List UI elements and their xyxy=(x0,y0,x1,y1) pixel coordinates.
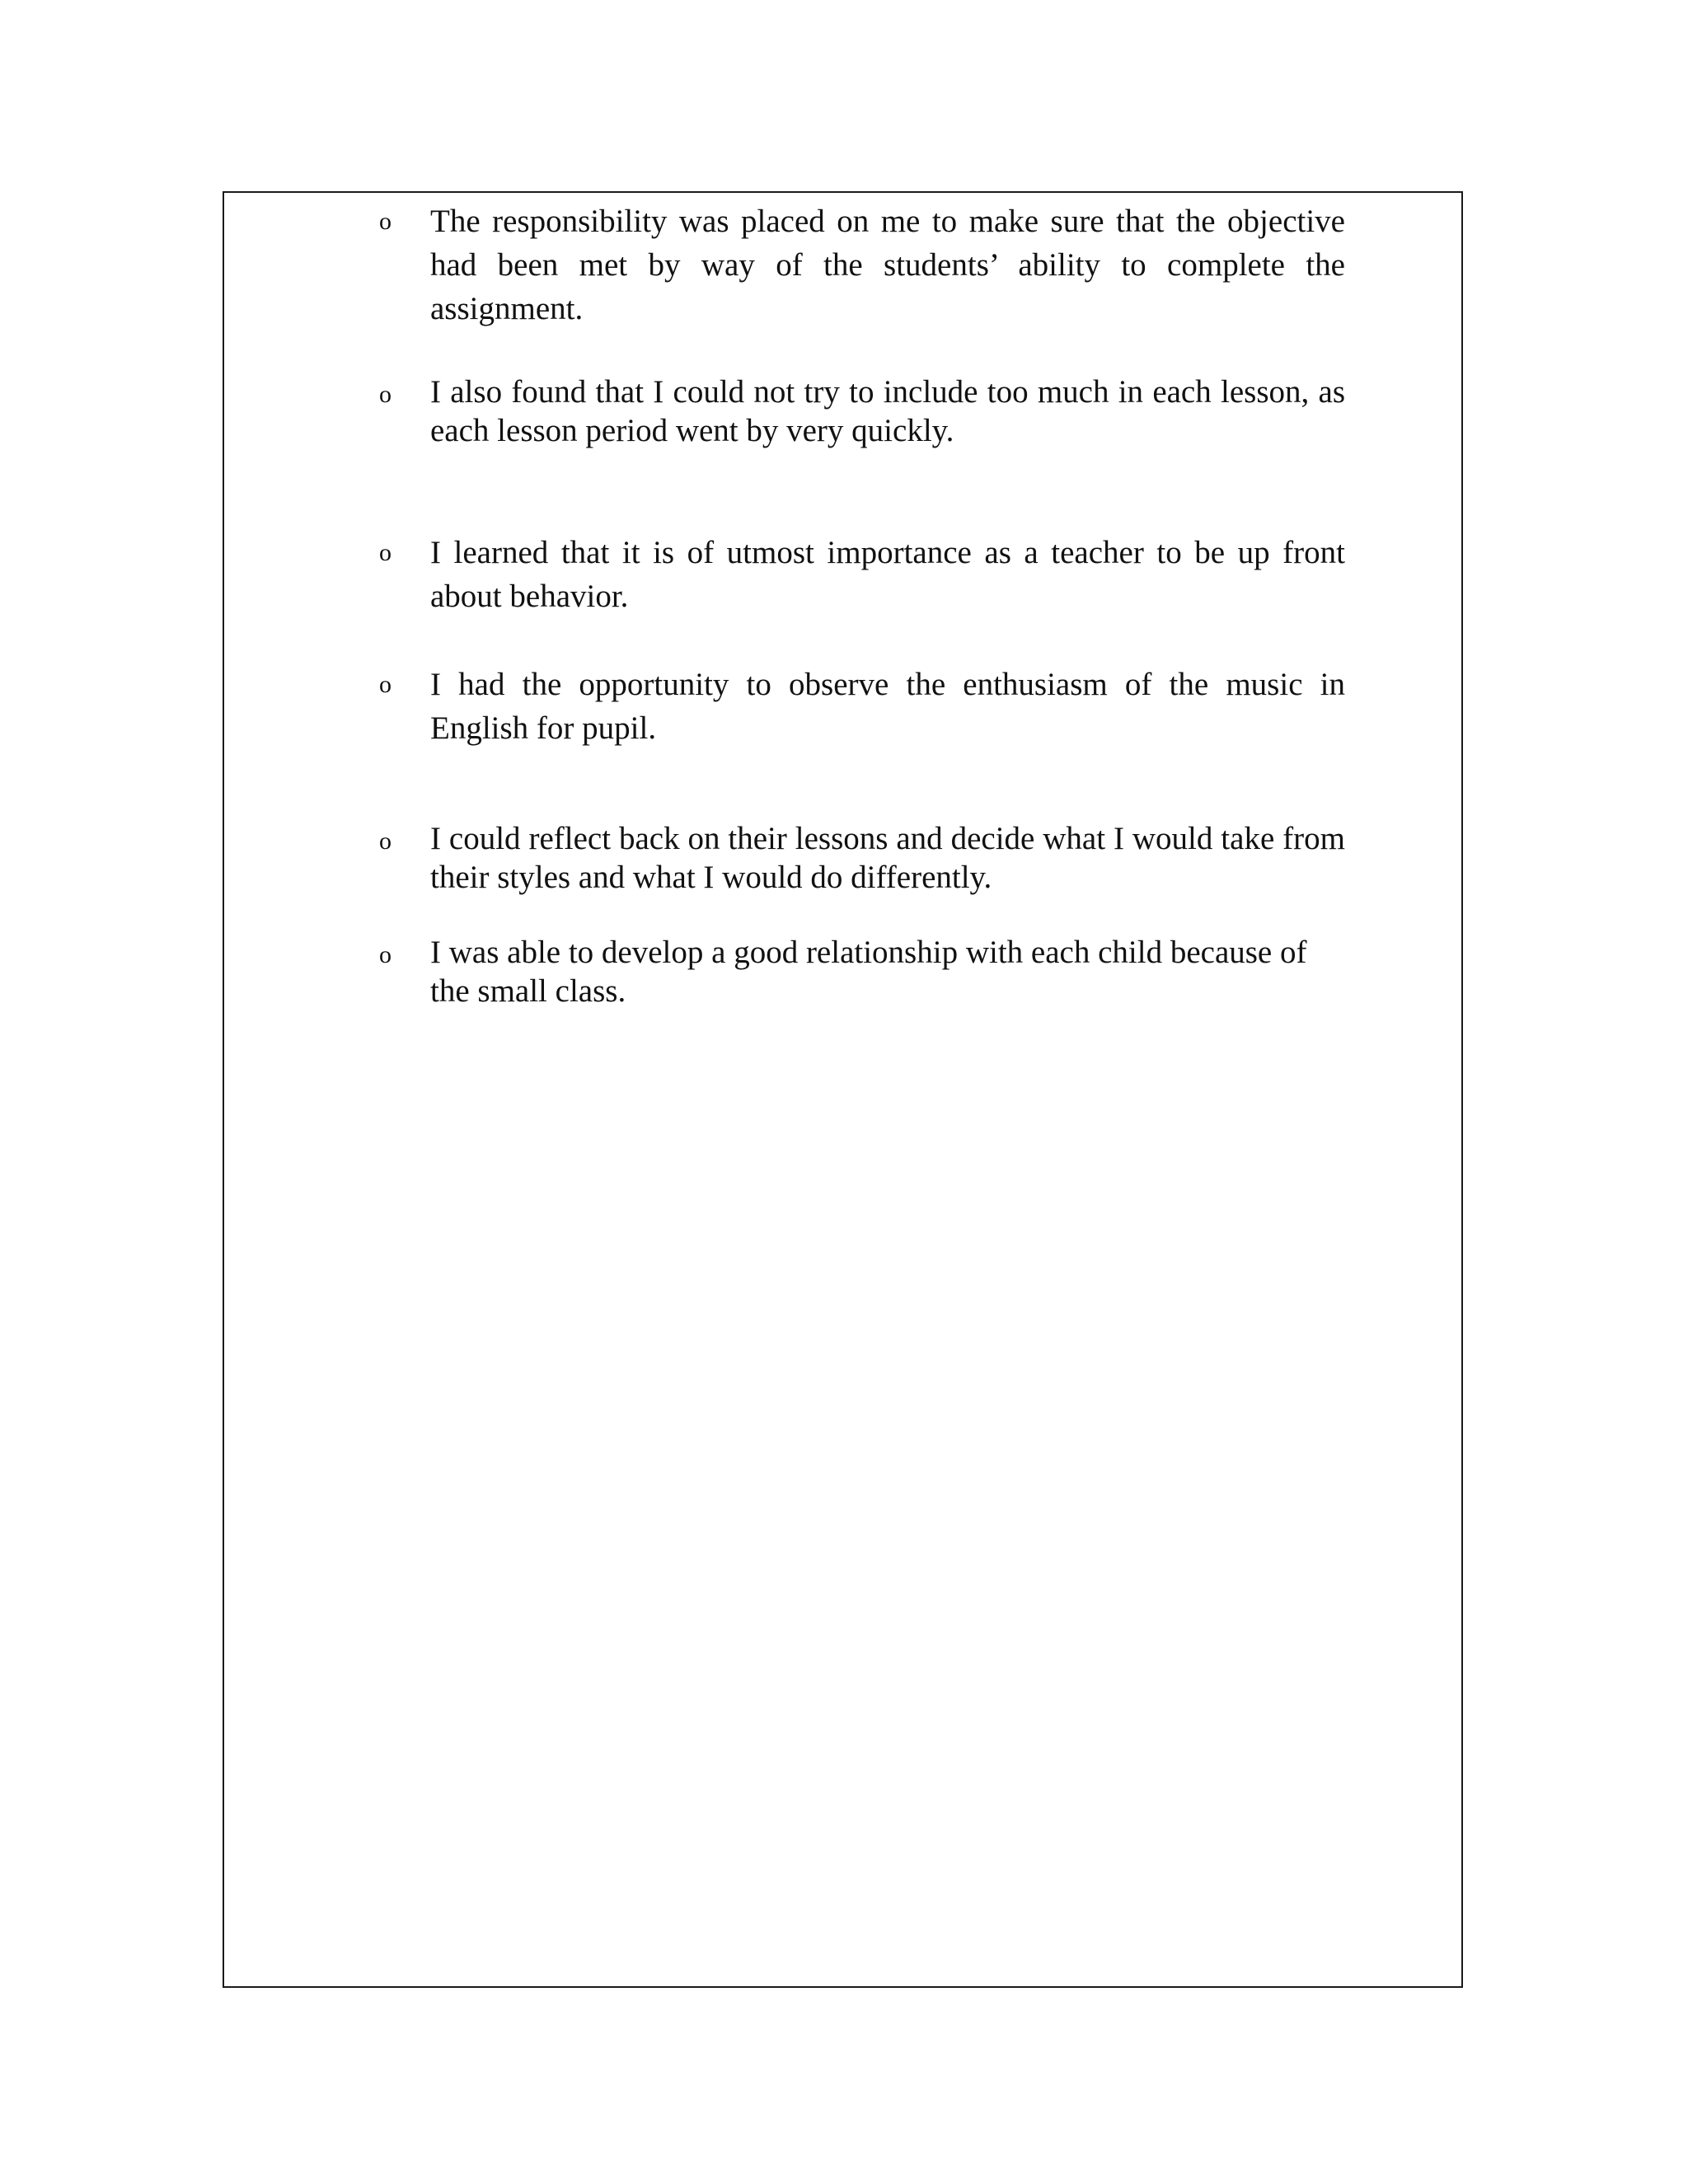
bullet-icon: o xyxy=(379,671,392,698)
list-item-text: I also found that I could not try to include too much in each lesson, as each lesson period went by very quickly. xyxy=(430,374,1345,448)
bullet-icon: o xyxy=(379,381,392,408)
bullet-icon: o xyxy=(379,827,392,855)
bullet-icon: o xyxy=(379,941,392,968)
list-item-text: I learned that it is of utmost importance as a teacher to be up front about behavior. xyxy=(430,535,1345,614)
list-item-text: The responsibility was placed on me to make sure that the objective had been met by way of the students’ ability to complete the assignment. xyxy=(430,204,1345,326)
bullet-icon: o xyxy=(379,539,392,566)
list-item-text: I had the opportunity to observe the enthusiasm of the music in English for pupil. xyxy=(430,667,1345,746)
document-frame xyxy=(223,191,1463,1988)
list-item-text: I was able to develop a good relationship with each child because of the small class. xyxy=(430,935,1307,1009)
bullet-icon: o xyxy=(379,208,392,235)
list-item-text: I could reflect back on their lessons and decide what I would take from their styles and what I would do differently. xyxy=(430,821,1345,895)
